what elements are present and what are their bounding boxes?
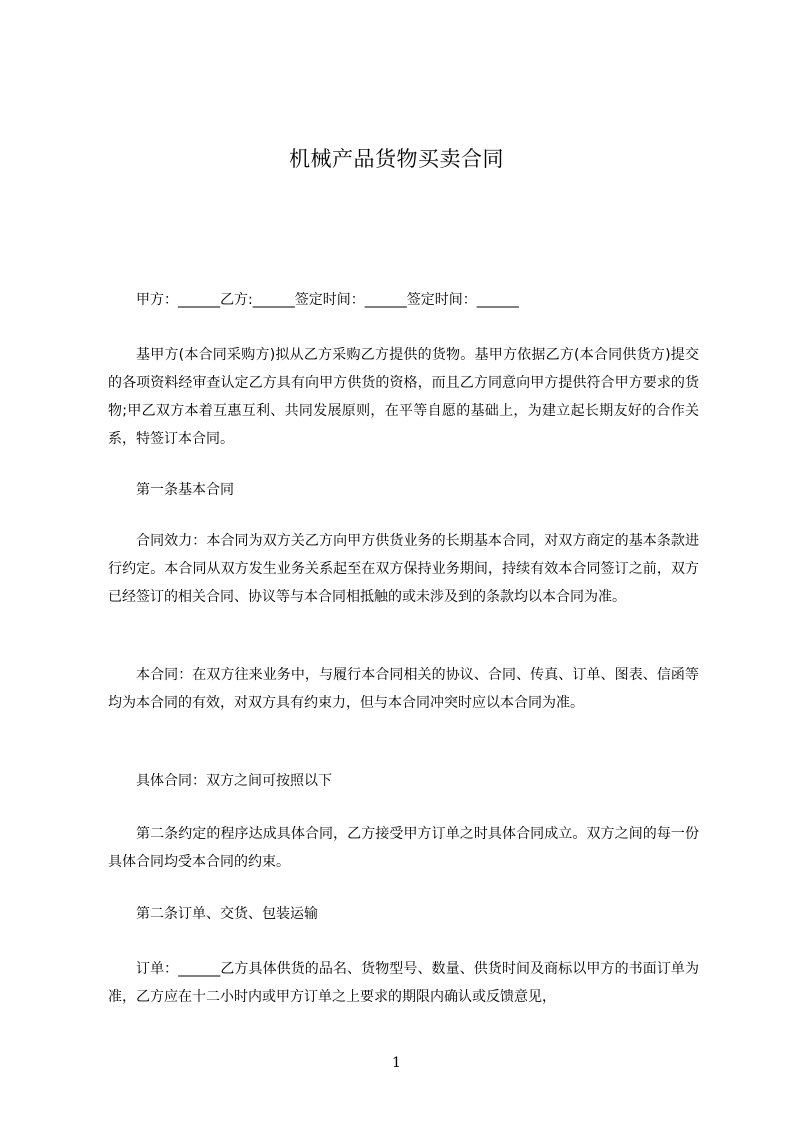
contract-scope-paragraph: 本合同：在双方往来业务中，与履行本合同相关的协议、合同、传真、订单、图表、信函等均为本合同的有效，对双方具有约束力，但与本合同冲突时应以本合同为准。 [108,667,699,711]
order-paragraph: 订单：______乙方具体供货的品名、货物型号、数量、供货时间及商标以甲方的书面订单为准，乙方应在十二小时内或甲方订单之上要求的期限内确认或反馈意见， [108,961,699,1005]
page-number: 1 [392,1055,401,1071]
article-1-heading: 第一条基本合同 [136,482,234,498]
document-title: 机械产品货物买卖合同 [289,147,504,171]
article-2-heading: 第二条订单、交货、包装运输 [136,906,318,922]
parties-line: 甲方：______乙方:______签定时间：______签定时间：______ [136,292,519,308]
contract-validity-paragraph: 合同效力：本合同为双方关乙方向甲方供货业务的长期基本合同，对双方商定的基本条款进行约定。本合同从双方发生业务关系起至在双方保持业务期间，持续有效本合同签订之前，双方已经签订的相关合同、协议等与本合同相抵触的或未涉及到的条款均以本合同为准。 [108,533,699,605]
specific-contract-heading: 具体合同：双方之间可按照以下 [136,773,332,789]
preamble-paragraph: 基甲方(本合同采购方)拟从乙方采购乙方提供的货物。基甲方依据乙方(本合同供货方)提交的各项资料经审查认定乙方具有向甲方供货的资格，而且乙方同意向甲方提供符合甲方要求的货物;甲乙双方本着互惠互利、共同发展原则，在平等自愿的基础上，为建立起长期友好的合作关系，特签订本合同。 [108,347,699,447]
specific-contract-paragraph: 第二条约定的程序达成具体合同，乙方接受甲方订单之时具体合同成立。双方之间的每一份具体合同均受本合同的约束。 [108,826,699,870]
